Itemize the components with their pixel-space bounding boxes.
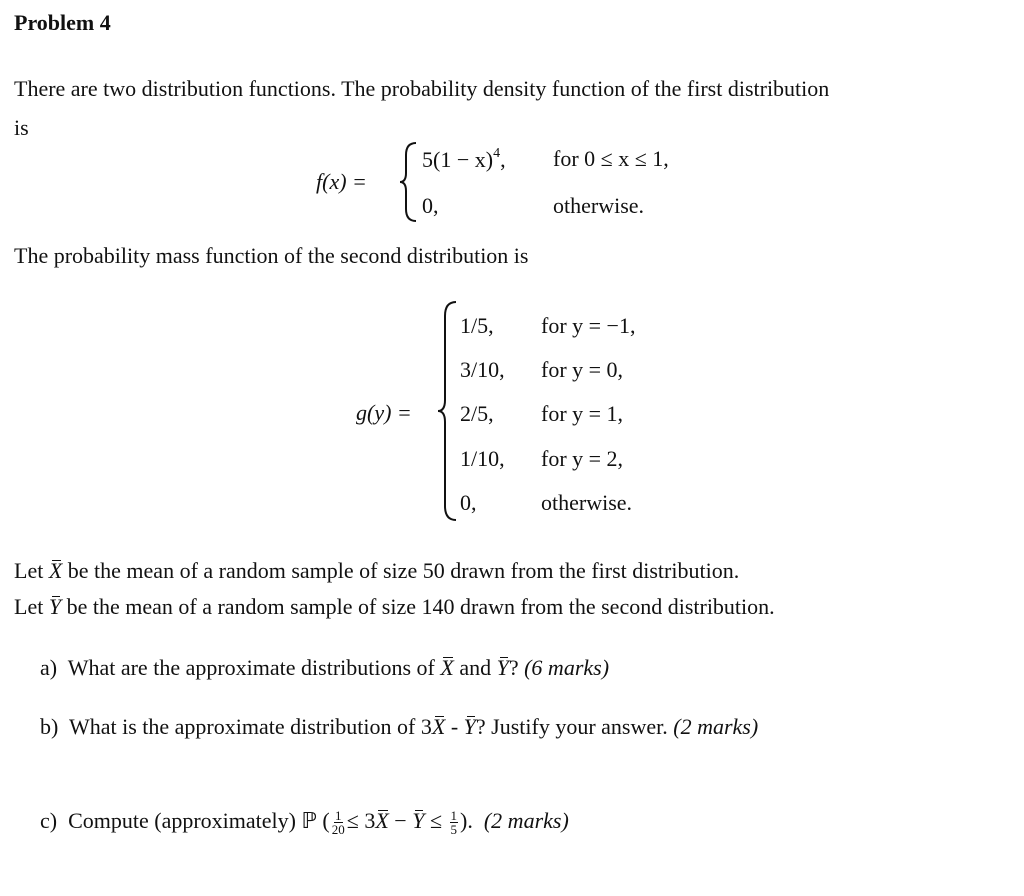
let-y-line: Let Y be the mean of a random sample of size 140 drawn from the second distribution. bbox=[14, 594, 775, 619]
g-case-3-value: 2/5, bbox=[460, 401, 494, 426]
question-a-marks: (6 marks) bbox=[524, 655, 610, 680]
g-case-2-condition: for y = 0, bbox=[541, 357, 624, 382]
g-case-5-value: 0, bbox=[460, 490, 477, 515]
f-case-1-condition: for 0 ≤ x ≤ 1, bbox=[553, 146, 669, 171]
lower-bound-fraction: $\frac{1}{20}$ bbox=[331, 808, 345, 838]
intro-line-1: There are two distribution functions. The probability density function of the first distribution bbox=[14, 76, 830, 101]
x-bar-symbol: X bbox=[48, 558, 63, 583]
question-c: c) Compute (approximately) ℙ ( $\frac{1}{20}$ ≤ 3X − Y ≤ $\frac{1}{5}$ ). (2 marks) bbox=[40, 808, 569, 838]
let-x-line: Let X be the mean of a random sample of size 50 drawn from the first distribution. bbox=[14, 558, 740, 583]
g-case-3-condition: for y = 1, bbox=[541, 401, 624, 426]
y-bar-symbol: Y bbox=[48, 594, 62, 619]
g-case-1-condition: for y = −1, bbox=[541, 313, 636, 338]
g-label: g(y) = bbox=[356, 400, 412, 425]
g-brace bbox=[436, 300, 460, 522]
question-b: b) What is the approximate distribution of 3X - Y? Justify your answer. (2 marks) bbox=[40, 714, 759, 739]
pmf-intro: The probability mass function of the second distribution is bbox=[14, 243, 529, 268]
problem-title: Problem 4 bbox=[14, 10, 111, 35]
upper-bound-fraction: $\frac{1}{5}$ bbox=[450, 808, 458, 838]
f-label: f(x) = bbox=[316, 169, 367, 194]
f-brace bbox=[398, 141, 420, 223]
f-case-1-value: $5(1 - x)^4$, bbox=[422, 146, 506, 172]
question-c-marks: (2 marks) bbox=[483, 808, 569, 833]
f-case-2-value: 0, bbox=[422, 193, 439, 218]
intro-line-2: is bbox=[14, 115, 29, 140]
g-case-2-value: 3/10, bbox=[460, 357, 505, 382]
g-case-1-value: 1/5, bbox=[460, 313, 494, 338]
f-case-2-condition: otherwise. bbox=[553, 193, 645, 218]
probability-symbol: ℙ bbox=[301, 809, 317, 834]
question-a: a) What are the approximate distributions of X and Y? (6 marks) bbox=[40, 655, 610, 680]
g-case-4-value: 1/10, bbox=[460, 446, 505, 471]
g-case-5-condition: otherwise. bbox=[541, 490, 633, 515]
g-case-4-condition: for y = 2, bbox=[541, 446, 624, 471]
question-b-marks: (2 marks) bbox=[673, 714, 759, 739]
